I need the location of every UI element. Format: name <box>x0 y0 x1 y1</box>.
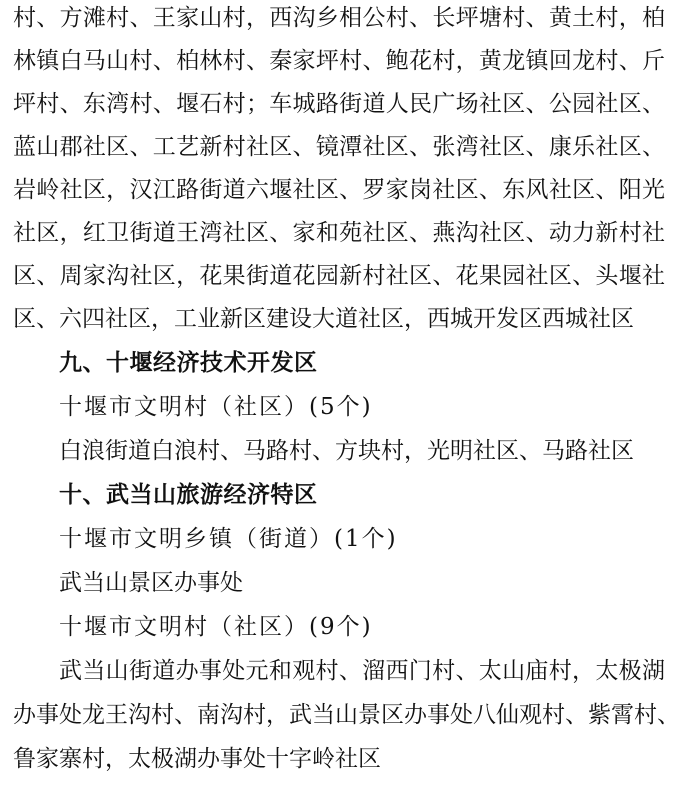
text-line: 社区，红卫街道王湾社区、家和苑社区、燕沟社区、动力新村社 <box>13 220 665 246</box>
text-line: 岩岭社区，汉江路街道六堰社区、罗家岗社区、东风社区、阳光 <box>13 177 665 203</box>
section-heading-10: 十、武当山旅游经济特区 <box>59 482 318 508</box>
section-heading-9: 九、十堰经济技术开发区 <box>59 350 318 376</box>
text-line: 区、周家沟社区，花果街道花园新村社区、花果园社区、头堰社 <box>13 263 665 289</box>
text-line: 区、六四社区，工业新区建设大道社区，西城开发区西城社区 <box>13 306 634 332</box>
text-line: 蓝山郡社区、工艺新村社区、镜潭社区、张湾社区、康乐社区、 <box>13 134 665 160</box>
text-line: 办事处龙王沟村、南沟村，武当山景区办事处八仙观村、紫霄村、 <box>13 702 680 728</box>
text-line: 鲁家寨村，太极湖办事处十字岭社区 <box>13 746 381 772</box>
subheading-villages-10: 十堰市文明村（社区）(9个) <box>59 614 373 640</box>
subheading-villages-9: 十堰市文明村（社区）(5个) <box>59 394 373 420</box>
subheading-towns-10: 十堰市文明乡镇（街道）(1个) <box>59 526 398 552</box>
text-line: 坪村、东湾村、堰石村；车城路街道人民广场社区、公园社区、 <box>13 91 665 117</box>
text-line: 村、方滩村、王家山村，西沟乡相公村、长坪塘村、黄土村，柏 <box>13 5 665 31</box>
text-line: 白浪街道白浪村、马路村、方块村，光明社区、马路社区 <box>59 438 634 464</box>
text-line: 林镇白马山村、柏林村、秦家坪村、鲍花村，黄龙镇回龙村、斤 <box>13 48 665 74</box>
text-line: 武当山景区办事处 <box>59 570 243 596</box>
text-line: 武当山街道办事处元和观村、溜西门村、太山庙村，太极湖 <box>59 658 665 684</box>
